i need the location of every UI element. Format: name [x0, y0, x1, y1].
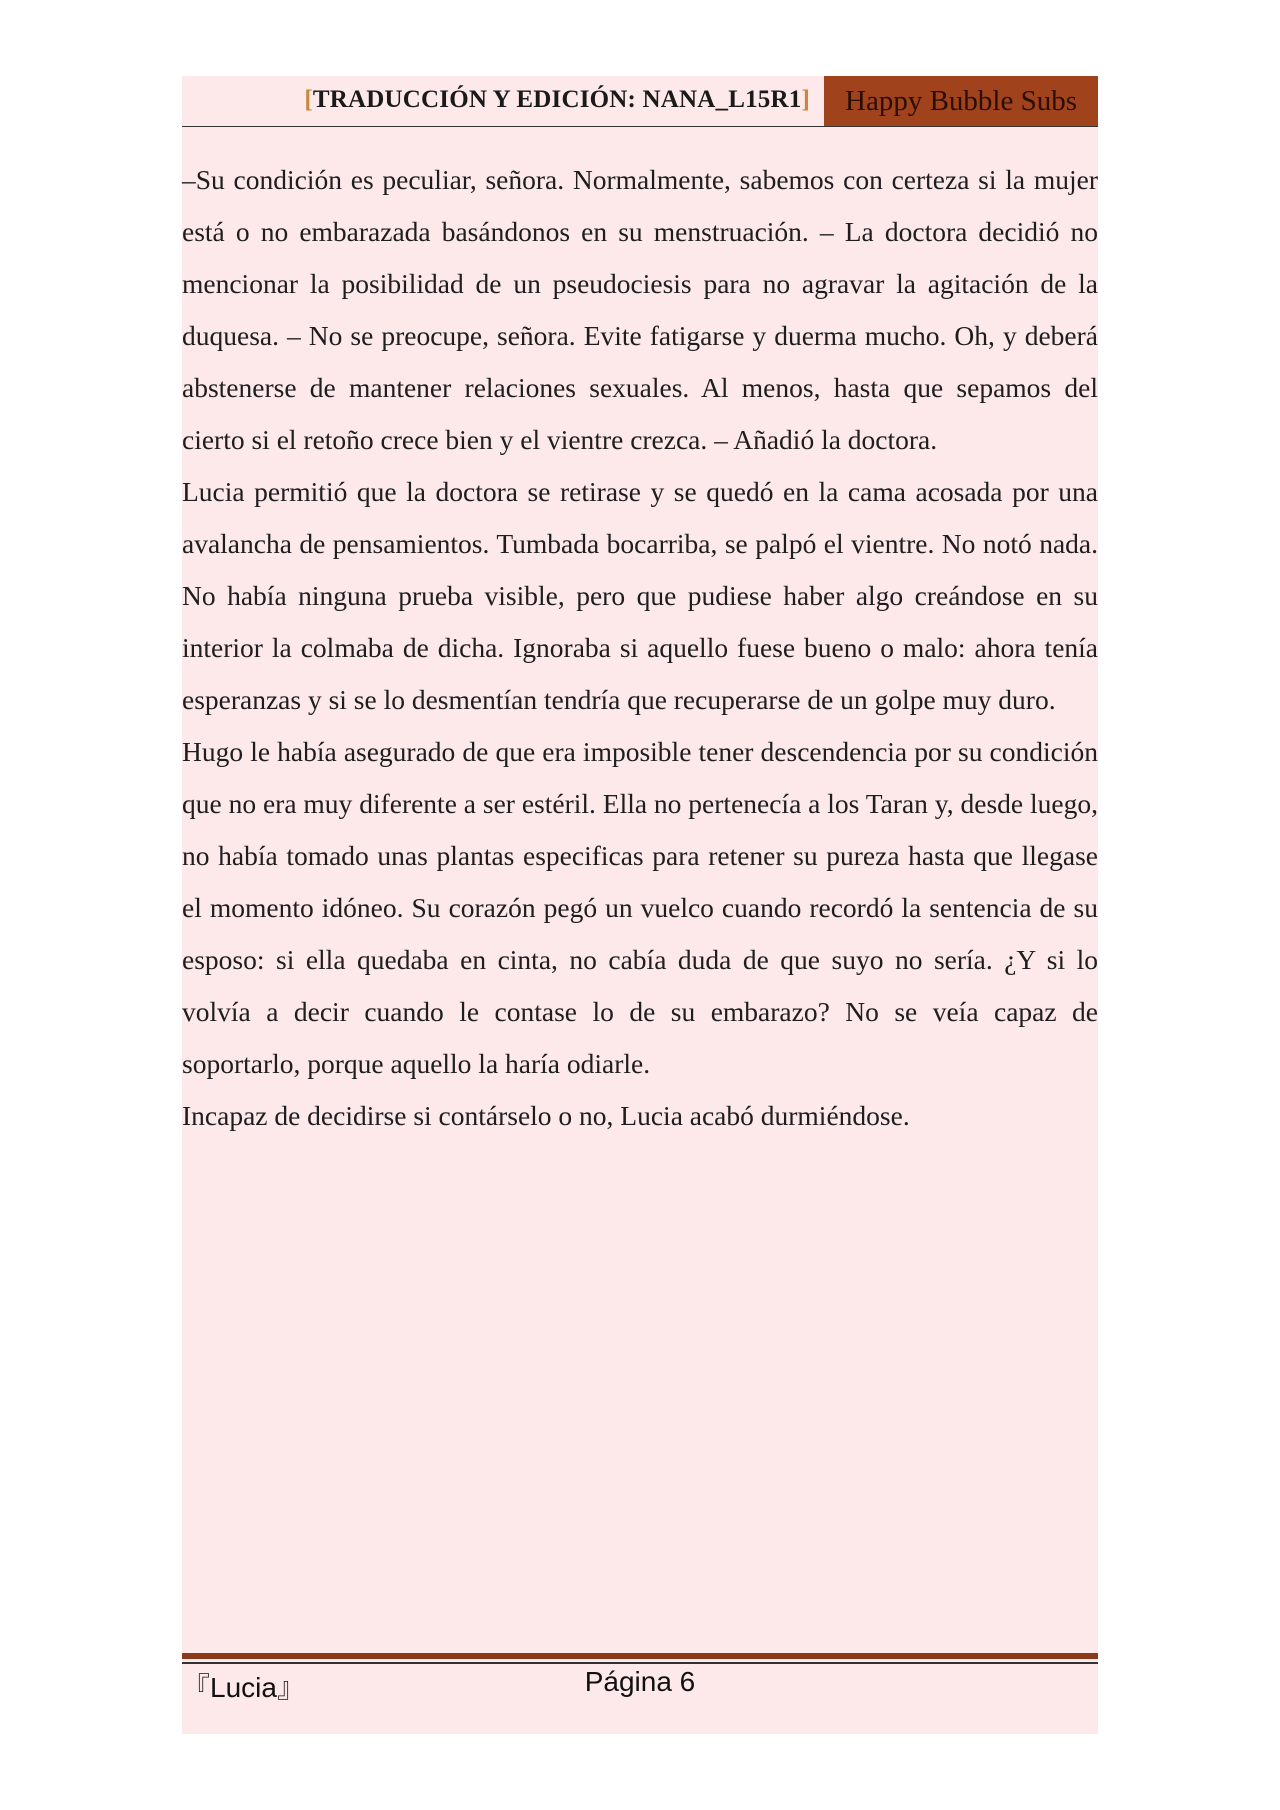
- body-text: [182, 154, 1098, 1142]
- page-header: [182, 76, 1098, 127]
- brand-label: Happy Bubble Subs: [824, 76, 1098, 126]
- footer-page-number: Página 6: [584, 1666, 696, 1697]
- paragraph: Incapaz de decidirse si contárselo o no, Lucia acabó durmiéndose.: [182, 1100, 910, 1131]
- credit-open-bracket: [: [304, 86, 313, 113]
- document-page: [182, 76, 1098, 1734]
- footer-book-title: 『Lucia』: [182, 1672, 305, 1703]
- footer-rule-thick: [182, 1653, 1098, 1659]
- translation-credit: [304, 86, 810, 114]
- credit-text: TRADUCCIÓN Y EDICIÓN: NANA_L15R1: [312, 86, 802, 113]
- paragraph: Hugo le había asegurado de que era imposible tener descendencia por su condición que no era muy diferente a ser estéril. Ella no pertenecía a los Taran y, desde luego, no había tomado unas plantas especificas para retener su pureza hasta que llegase el momento idóneo. Su corazón pegó un vuelco cuando recordó la sentencia de su esposo: si ella quedaba en cinta, no cabía duda de que suyo no sería. ¿Y si lo volvía a decir cuando le contase lo de su embarazo? No se veía capaz de soportarlo, porque aquello la haría odiarle.: [182, 736, 1098, 1079]
- paragraph: –Su condición es peculiar, señora. Normalmente, sabemos con certeza si la mujer está o no embarazada basándonos en su menstruación. – La doctora decidió no mencionar la posibilidad de un pseudociesis para no agravar la agitación de la duquesa. – No se preocupe, señora. Evite fatigarse y duerma mucho. Oh, y deberá abstenerse de mantener relaciones sexuales. Al menos, hasta que sepamos del cierto si el retoño crece bien y el vientre crezca. – Añadió la doctora.: [182, 164, 1098, 455]
- credit-close-bracket: ]: [801, 86, 810, 113]
- footer-rule-thin: [182, 1662, 1098, 1664]
- paragraph: Lucia permitió que la doctora se retirase y se quedó en la cama acosada por una avalancha de pensamientos. Tumbada bocarriba, se palpó el vientre. No notó nada. No había ninguna prueba visible, pero que pudiese haber algo creándose en su interior la colmaba de dicha. Ignoraba si aquello fuese bueno o malo: ahora tenía esperanzas y si se lo desmentían tendría que recuperarse de un golpe muy duro.: [182, 476, 1098, 715]
